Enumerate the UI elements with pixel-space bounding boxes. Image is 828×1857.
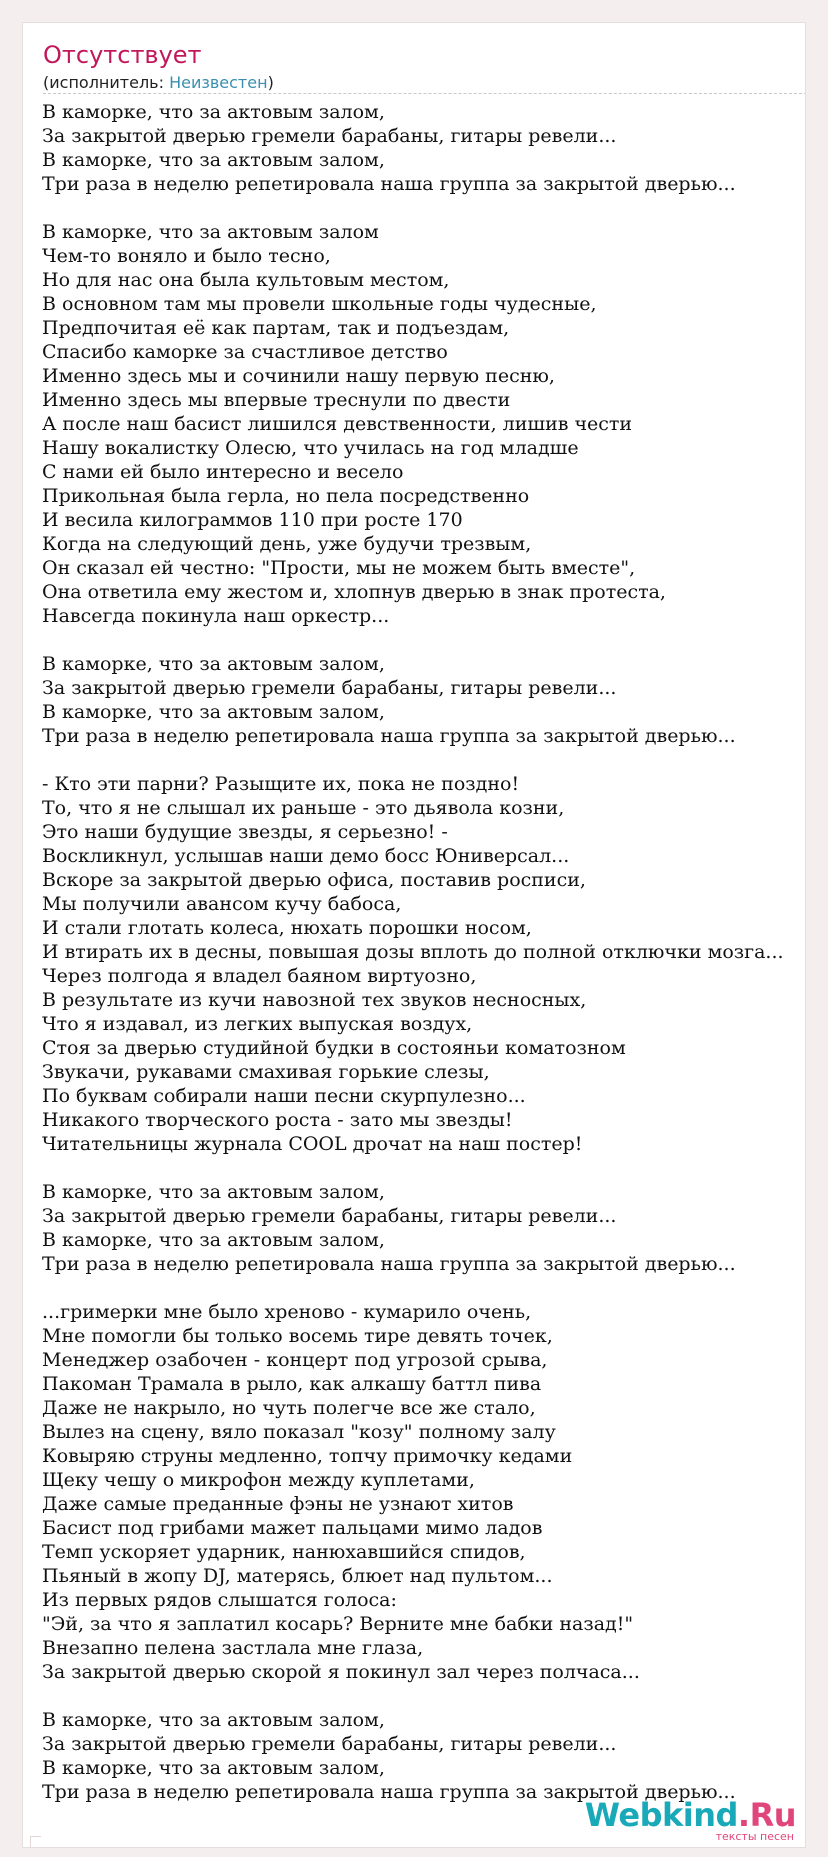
lyric-line: - Кто эти парни? Разыщите их, пока не поздно! bbox=[42, 773, 520, 795]
lyric-line: Она ответила ему жестом и, хлопнув дверью в знак протеста, bbox=[42, 581, 666, 603]
lyric-line: Пакоман Трамала в рыло, как алкашу баттл пива bbox=[42, 1373, 542, 1395]
lyric-line: Читательницы журнала COOL дрочат на наш постер! bbox=[42, 1133, 583, 1155]
lyric-line: Именно здесь мы и сочинили нашу первую песню, bbox=[42, 365, 555, 387]
lyric-line: Из первых рядов слышатся голоса: bbox=[42, 1589, 397, 1611]
stanza-break bbox=[42, 748, 806, 772]
lyric-line: Даже самые преданные фэны не узнают хитов bbox=[42, 1493, 514, 1515]
lyric-line: С нами ей было интересно и весело bbox=[42, 461, 404, 483]
lyric-line: За закрытой дверью гремели барабаны, гитары ревели... bbox=[42, 677, 617, 699]
lyric-line: Когда на следующий день, уже будучи трезвым, bbox=[42, 533, 532, 555]
lyric-line: Что я издавал, из легких выпуская воздух, bbox=[42, 1013, 473, 1035]
stanza-break bbox=[42, 1276, 806, 1300]
lyric-line: В каморке, что за актовым залом bbox=[42, 221, 379, 243]
lyric-line: За закрытой дверью скорой я покинул зал через полчаса... bbox=[42, 1661, 640, 1683]
lyric-line: В каморке, что за актовым залом, bbox=[42, 1757, 385, 1779]
lyric-line: В результате из кучи навозной тех звуков несносных, bbox=[42, 989, 587, 1011]
lyric-line: Никакого творческого роста - зато мы звезды! bbox=[42, 1109, 513, 1131]
lyric-line: Нашу вокалистку Олесю, что училась на год младше bbox=[42, 437, 579, 459]
lyrics-text bbox=[42, 100, 806, 1804]
lyric-line: Стоя за дверью студийной будки в состояньи коматозном bbox=[42, 1037, 626, 1059]
lyric-line: За закрытой дверью гремели барабаны, гитары ревели... bbox=[42, 1733, 617, 1755]
lyric-line: Щеку чешу о микрофон между куплетами, bbox=[42, 1469, 475, 1491]
lyric-line: И стали глотать колеса, нюхать порошки носом, bbox=[42, 917, 532, 939]
stanza-break bbox=[42, 196, 806, 220]
lyrics-card bbox=[22, 22, 806, 1848]
lyric-line: Вылез на сцену, вяло показал "козу" полному залу bbox=[42, 1421, 556, 1443]
lyric-line: Вскоре за закрытой дверью офиса, поставив росписи, bbox=[42, 869, 586, 891]
lyric-line: В каморке, что за актовым залом, bbox=[42, 101, 385, 123]
logo-brand: Webkind bbox=[584, 1796, 738, 1834]
song-title: Отсутствует bbox=[43, 41, 202, 69]
lyric-line: А после наш басист лишился девственности, лишив чести bbox=[42, 413, 633, 435]
lyric-line: Ковыряю струны медленно, топчу примочку кедами bbox=[42, 1445, 573, 1467]
lyric-line: То, что я не слышал их раньше - это дьявола козни, bbox=[42, 797, 565, 819]
lyric-line: Именно здесь мы впервые треснули по двести bbox=[42, 389, 511, 411]
lyric-line: И втирать их в десны, повышая дозы вплоть до полной отключки мозга... bbox=[42, 941, 784, 963]
lyric-line: Три раза в неделю репетировала наша группа за закрытой дверью... bbox=[42, 1781, 736, 1803]
lyric-line: Внезапно пелена застлала мне глаза, bbox=[42, 1637, 424, 1659]
lyric-line: Басист под грибами мажет пальцами мимо ладов bbox=[42, 1517, 543, 1539]
logo-tld: .Ru bbox=[737, 1796, 796, 1834]
stanza-break bbox=[42, 1156, 806, 1180]
lyric-line: ...гримерки мне было хреново - кумарило очень, bbox=[42, 1301, 532, 1323]
lyric-line: По буквам собирали наши песни скурпулезно... bbox=[42, 1085, 526, 1107]
lyric-line: Он сказал ей честно: "Прости, мы не можем быть вместе", bbox=[42, 557, 636, 579]
logo-wordmark bbox=[585, 1798, 796, 1832]
stanza-break bbox=[42, 628, 806, 652]
lyric-line: В основном там мы провели школьные годы чудесные, bbox=[42, 293, 597, 315]
lyric-line: Мы получили авансом кучу бабоса, bbox=[42, 893, 402, 915]
lyric-line: Пьяный в жопу DJ, матерясь, блюет над пультом... bbox=[42, 1565, 553, 1587]
lyric-line: За закрытой дверью гремели барабаны, гитары ревели... bbox=[42, 1205, 617, 1227]
artist-prefix: (исполнитель: bbox=[43, 73, 170, 92]
site-logo[interactable] bbox=[585, 1798, 796, 1843]
lyric-line: Три раза в неделю репетировала наша группа за закрытой дверью... bbox=[42, 173, 736, 195]
lyric-line: Предпочитая её как партам, так и подъездам, bbox=[42, 317, 510, 339]
lyric-line: "Эй, за что я заплатил косарь? Верните мне бабки назад!" bbox=[42, 1613, 634, 1635]
lyric-line: Три раза в неделю репетировала наша группа за закрытой дверью... bbox=[42, 725, 736, 747]
lyric-line: За закрытой дверью гремели барабаны, гитары ревели... bbox=[42, 125, 617, 147]
lyric-line: В каморке, что за актовым залом, bbox=[42, 1181, 385, 1203]
lyric-line: Спасибо каморке за счастливое детство bbox=[42, 341, 448, 363]
lyric-line: Три раза в неделю репетировала наша группа за закрытой дверью... bbox=[42, 1253, 736, 1275]
lyric-line: В каморке, что за актовым залом, bbox=[42, 701, 385, 723]
corner-mark bbox=[30, 1836, 41, 1847]
lyric-line: В каморке, что за актовым залом, bbox=[42, 149, 385, 171]
lyric-line: И весила килограммов 110 при росте 170 bbox=[42, 509, 463, 531]
lyric-line: Чем-то воняло и было тесно, bbox=[42, 245, 331, 267]
lyric-line: В каморке, что за актовым залом, bbox=[42, 653, 385, 675]
logo-tagline: тексты песен bbox=[715, 1830, 794, 1843]
lyric-line: В каморке, что за актовым залом, bbox=[42, 1709, 385, 1731]
lyric-line: Но для нас она была культовым местом, bbox=[42, 269, 450, 291]
lyric-line: Воскликнул, услышав наши демо босс Юниверсал... bbox=[42, 845, 570, 867]
artist-link[interactable]: Неизвестен bbox=[169, 73, 268, 92]
lyric-line: Через полгода я владел баяном виртуозно, bbox=[42, 965, 477, 987]
lyric-line: Темп ускоряет ударник, нанюхавшийся спидов, bbox=[42, 1541, 526, 1563]
lyric-line: Навсегда покинула наш оркестр... bbox=[42, 605, 390, 627]
artist-suffix: ) bbox=[267, 73, 274, 92]
lyric-line: Прикольная была герла, но пела посредственно bbox=[42, 485, 530, 507]
lyric-line: Даже не накрыло, но чуть полегче все же стало, bbox=[42, 1397, 536, 1419]
lyric-line: Звукачи, рукавами смахивая горькие слезы, bbox=[42, 1061, 490, 1083]
lyric-line: В каморке, что за актовым залом, bbox=[42, 1229, 385, 1251]
lyric-line: Менеджер озабочен - концерт под угрозой срыва, bbox=[42, 1349, 548, 1371]
artist-line bbox=[43, 73, 274, 92]
title-divider bbox=[43, 93, 806, 94]
lyric-line: Это наши будущие звезды, я серьезно! - bbox=[42, 821, 448, 843]
stanza-break bbox=[42, 1684, 806, 1708]
lyric-line: Мне помогли бы только восемь тире девять точек, bbox=[42, 1325, 553, 1347]
